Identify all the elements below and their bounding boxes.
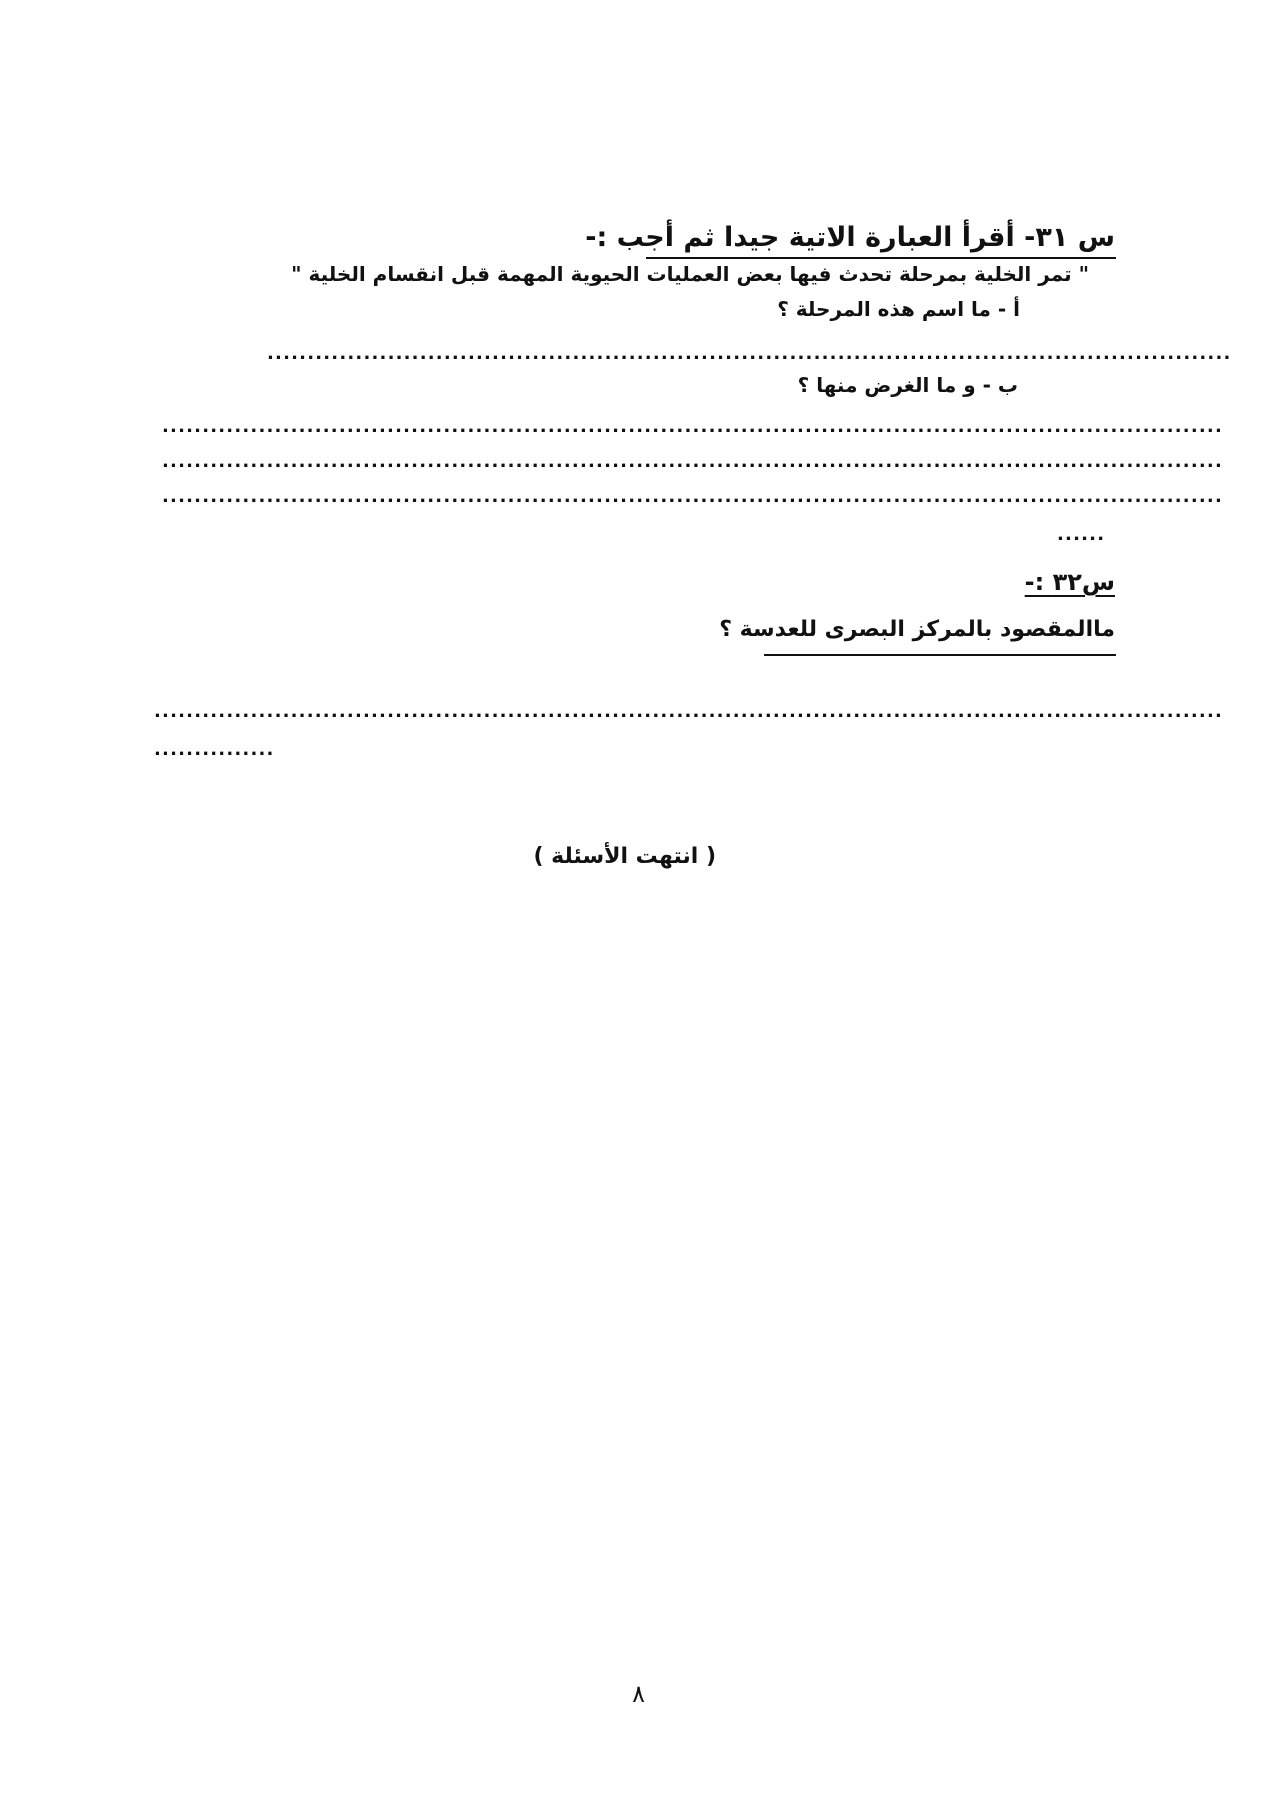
question-31-answer-b-line-2[interactable]: .................................................................................................................................... xyxy=(162,451,1224,472)
page-number: ٨ xyxy=(632,1680,645,1708)
question-31-answer-b-line-4[interactable]: ...... xyxy=(1057,524,1106,545)
question-32-underline xyxy=(764,654,1116,656)
question-31-answer-a-line[interactable]: ........................................................................................................................ xyxy=(267,343,1232,364)
question-32-answer-line-2[interactable]: ............... xyxy=(154,739,275,760)
closing-note: ( انتهت الأسئلة ) xyxy=(533,844,716,869)
question-32-answer-line-1[interactable]: ..................................................................................................................................... xyxy=(154,701,1224,722)
question-31-answer-b-line-1[interactable]: .................................................................................................................................... xyxy=(162,416,1224,437)
question-31-part-b: ب - و ما الغرض منها ؟ xyxy=(797,373,1018,397)
question-31-part-a: أ - ما اسم هذه المرحلة ؟ xyxy=(777,297,1020,321)
question-32-heading: س٣٢ :- xyxy=(1024,568,1115,596)
question-31-quote: " تمر الخلية بمرحلة تحدث فيها بعض العمليات الحيوية المهمة قبل انقسام الخلية " xyxy=(291,262,1089,286)
question-31-underline xyxy=(646,257,1116,259)
question-32-prompt: ماالمقصود بالمركز البصرى للعدسة ؟ xyxy=(719,617,1115,642)
question-31-answer-b-line-3[interactable]: .................................................................................................................................... xyxy=(162,486,1224,507)
question-31-heading: س ٣١- أقرأ العبارة الاتية جيدا ثم أجب :- xyxy=(585,222,1115,253)
